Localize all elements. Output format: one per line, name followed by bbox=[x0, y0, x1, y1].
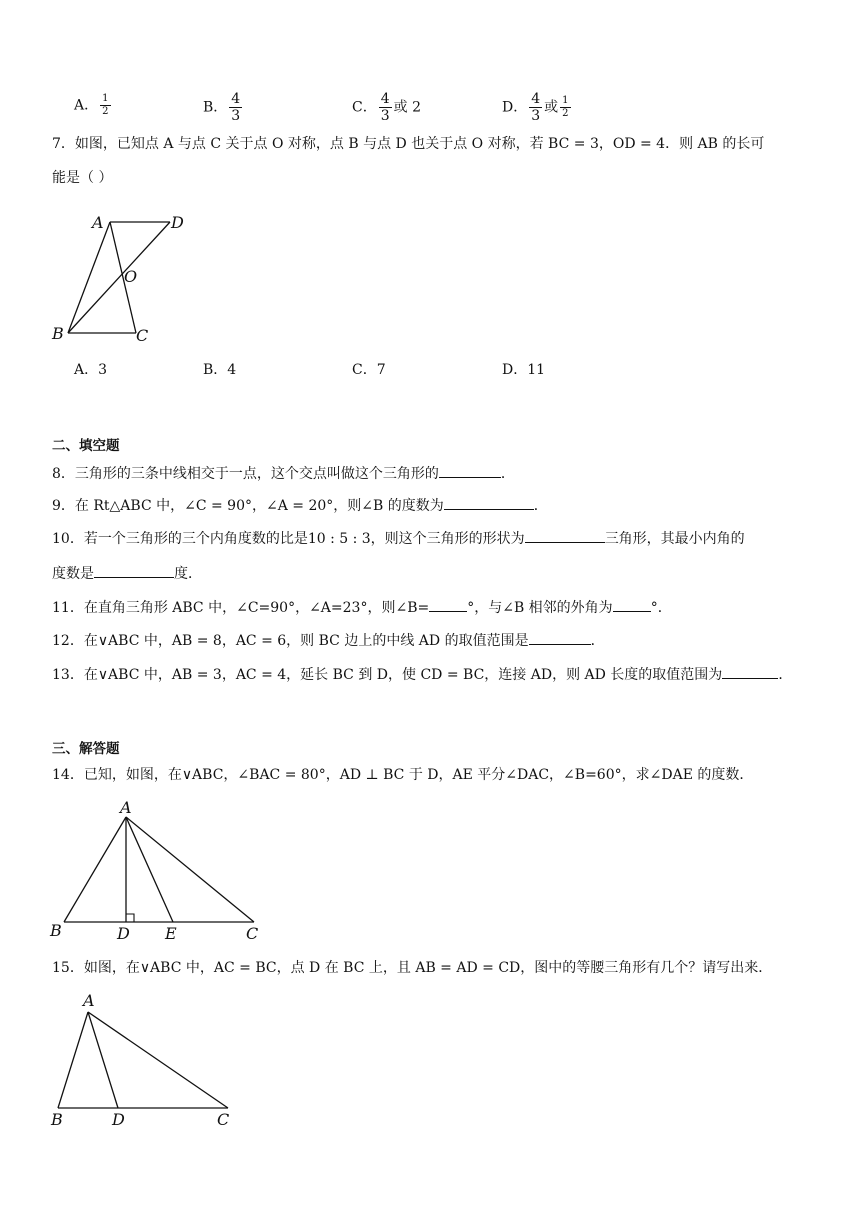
q14-figure bbox=[48, 795, 278, 945]
q9-text: 9．在 Rt△ABC 中，∠C = 90°，∠A = 20°，则∠B 的度数为 ． bbox=[52, 495, 548, 516]
q11-angle-b-blank[interactable] bbox=[429, 597, 467, 612]
q7-text-line2: 能是（ ） bbox=[52, 170, 113, 186]
q6-option-d: D． $\frac{4}{3}$ 或 $\frac{1}{2}$ bbox=[502, 91, 569, 124]
q7-label-c: C bbox=[136, 326, 149, 345]
q15-label-c: C bbox=[217, 1110, 230, 1129]
q14-text: 14．已知，如图，在∨ABC，∠BAC = 80°，AD ⊥ BC 于 D，AE 平分∠DAC，∠B=60°，求∠DAE 的度数． bbox=[52, 767, 754, 783]
q12-answer-blank[interactable] bbox=[529, 630, 591, 645]
q14-right-angle-mark bbox=[126, 914, 134, 922]
q12-text: 12．在∨ABC 中，AB = 8，AC = 6，则 BC 边上的中线 AD 的取值范围是 ． bbox=[52, 630, 605, 651]
q15-segment-ab bbox=[58, 1012, 88, 1108]
q11-text: 11．在直角三角形 ABC 中，∠C=90°，∠A=23°，则∠B= °，与∠B 相邻的外角为 °． bbox=[52, 597, 672, 618]
q7-option-d: D．11 bbox=[502, 362, 546, 378]
q7-option-a: A．3 bbox=[74, 362, 108, 378]
section-heading-fill-in: 二、填空题 bbox=[52, 438, 120, 454]
q14-segment-ab bbox=[64, 817, 126, 922]
q6-option-c: C． $\frac{4}{3}$ 或 2 bbox=[352, 91, 421, 124]
q6-option-a: A． $\frac{1}{2}$ bbox=[74, 93, 109, 117]
q15-segment-ac bbox=[88, 1012, 228, 1108]
q7-segment-bd bbox=[68, 222, 170, 333]
q6-option-b: B． $\frac{4}{3}$ bbox=[203, 91, 241, 124]
q7-label-d: D bbox=[171, 213, 184, 232]
q14-label-c: C bbox=[246, 924, 259, 943]
q15-label-a: A bbox=[83, 991, 95, 1010]
q8-answer-blank[interactable] bbox=[439, 463, 501, 478]
q7-option-b: B．4 bbox=[203, 362, 237, 378]
q15-segment-ad bbox=[88, 1012, 118, 1108]
q8-text: 8．三角形的三条中线相交于一点，这个交点叫做这个三角形的 ． bbox=[52, 463, 515, 484]
q13-answer-blank[interactable] bbox=[722, 664, 778, 679]
q7-label-a: A bbox=[92, 213, 104, 232]
q15-text: 15．如图，在∨ABC 中，AC = BC，点 D 在 BC 上，且 AB = AD = CD，图中的等腰三角形有几个？请写出来． bbox=[52, 960, 773, 976]
q10-text-line2: 度数是 度． bbox=[52, 563, 202, 584]
q13-text: 13．在∨ABC 中，AB = 3，AC = 4，延长 BC 到 D，使 CD = BC，连接 AD，则 AD 长度的取值范围为 ． bbox=[52, 664, 792, 685]
q9-answer-blank[interactable] bbox=[444, 495, 534, 510]
q7-label-b: B bbox=[52, 324, 64, 343]
q7-option-c: C．7 bbox=[352, 362, 386, 378]
q7-label-o: O bbox=[124, 267, 138, 286]
q14-label-b: B bbox=[50, 921, 62, 940]
q15-label-d: D bbox=[112, 1110, 125, 1129]
q7-figure bbox=[48, 210, 198, 345]
q15-figure bbox=[48, 988, 248, 1133]
q14-segment-ac bbox=[126, 817, 254, 922]
q14-label-d: D bbox=[117, 924, 130, 943]
q14-label-a: A bbox=[120, 798, 132, 817]
q11-exterior-angle-blank[interactable] bbox=[613, 597, 651, 612]
q15-label-b: B bbox=[51, 1110, 63, 1129]
q14-label-e: E bbox=[165, 924, 177, 943]
section-heading-solve: 三、解答题 bbox=[52, 741, 120, 757]
q10-shape-blank[interactable] bbox=[525, 528, 605, 543]
q10-angle-blank[interactable] bbox=[94, 563, 174, 578]
q10-text-line1: 10．若一个三角形的三个内角度数的比是10 : 5 : 3，则这个三角形的形状为 三角形，其最小内角的 bbox=[52, 528, 745, 549]
q14-segment-ae bbox=[126, 817, 173, 922]
q7-segment-ab bbox=[68, 222, 110, 333]
q7-text-line1: 7．如图，已知点 A 与点 C 关于点 O 对称，点 B 与点 D 也关于点 O 对称，若 BC = 3，OD = 4．则 AB 的长可 bbox=[52, 136, 765, 152]
